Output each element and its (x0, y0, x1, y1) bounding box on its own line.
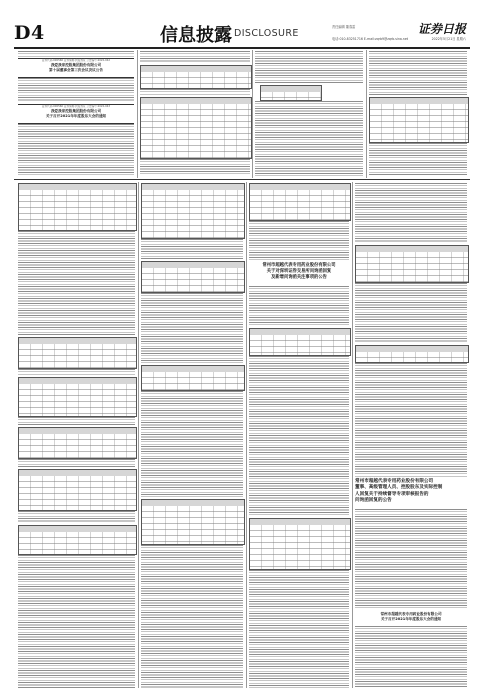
text-block (140, 89, 250, 95)
text-block (369, 51, 467, 95)
masthead-rule (14, 47, 470, 49)
text-block (355, 183, 467, 243)
right-title-line: 常州市超越代表专用药业股份有限公司 (355, 479, 434, 484)
text-block (18, 459, 135, 467)
data-table (355, 345, 469, 363)
right-announcement-title (355, 479, 467, 507)
data-table (18, 525, 137, 555)
center-announcement-title (249, 263, 349, 283)
text-block (255, 51, 363, 83)
issue-date: 2022年5月21日 星期六 (431, 37, 466, 41)
column-divider (246, 182, 247, 688)
text-block (141, 545, 243, 688)
text-block (18, 124, 134, 176)
section-title: 信息披露 (160, 25, 232, 46)
right-subtitle-line: 常州市超越代表专用药业股份有限公司 (380, 612, 442, 616)
text-block (355, 363, 467, 477)
newspaper-logo: 证券日报 (417, 22, 466, 36)
data-table (355, 245, 469, 283)
column-divider (352, 182, 353, 688)
text-block (140, 51, 250, 63)
column-divider (252, 50, 253, 178)
announcement-codes: 证券代码:000560 证券简称:我爱我家 公告编号:2022-042 (41, 59, 111, 62)
data-table (18, 377, 137, 417)
right-announcement-subtitle (355, 612, 467, 624)
right-title-line: 问询函回复的公告 (355, 497, 392, 503)
text-block (18, 51, 134, 57)
data-table (140, 97, 252, 159)
masthead (14, 22, 470, 46)
text-block (141, 239, 243, 259)
data-table (141, 261, 245, 293)
data-table (18, 469, 137, 511)
text-block (141, 391, 243, 497)
center-title-line: 及新增问询函关注事项的公告 (271, 275, 327, 280)
text-block (18, 417, 135, 425)
page-number: D4 (14, 22, 45, 44)
column-divider (138, 182, 139, 688)
text-block (355, 283, 467, 343)
data-table (369, 97, 469, 143)
column-divider (366, 50, 367, 178)
text-block (18, 511, 135, 523)
text-block (249, 570, 349, 688)
announcement-heading (18, 104, 134, 124)
editor-credit: 责任编辑 董春雷 (332, 25, 356, 29)
data-table (18, 183, 137, 231)
text-block (18, 369, 135, 375)
center-title-line: 常州市超越代表专用药业股份有限公司 (262, 263, 336, 268)
data-table (141, 499, 245, 545)
text-block (18, 231, 135, 335)
announcement-company: 我爱我家控股集团股份有限公司 (50, 109, 102, 113)
data-table (249, 183, 351, 221)
column-divider (137, 50, 138, 178)
text-block (18, 555, 135, 688)
text-block (140, 159, 250, 176)
announcement-heading (18, 58, 134, 78)
announcement-company: 我爱我家控股集团股份有限公司 (50, 63, 102, 67)
text-block (255, 101, 363, 176)
data-table (141, 365, 245, 391)
text-block (369, 143, 467, 176)
data-table (249, 328, 351, 356)
data-table (141, 183, 245, 239)
announcement-title: 关于召开2021年年度股东大会的通知 (45, 114, 107, 118)
data-table (249, 518, 351, 570)
section-divider (14, 179, 470, 180)
text-block (249, 356, 349, 516)
text-block (249, 286, 349, 326)
right-subtitle-line: 关于召开2021年年度股东大会的通知 (380, 617, 442, 621)
text-block (141, 293, 243, 363)
center-title-line: 关于对深圳证券交易所问询函回复 (266, 269, 332, 274)
data-table (18, 337, 137, 369)
contact-info: 电话:010-83251716 E-mail:zqrb9@zqrb.sina.net (332, 37, 409, 41)
right-title-line: 董事、高级管理人员、控股股东及实际控制 (355, 485, 443, 491)
announcement-codes: 证券代码:000560 证券简称:我爱我家 公告编号:2022-043 (41, 105, 111, 108)
text-block (355, 509, 467, 609)
data-table (18, 427, 137, 459)
announcement-title: 第十届董事会第三次会议决议公告 (49, 68, 103, 72)
text-block (249, 221, 349, 261)
data-table (140, 65, 252, 89)
text-block (18, 78, 134, 102)
right-title-line: 人回复关于持续督导专项审核报告的 (355, 491, 429, 497)
data-table (260, 85, 322, 101)
text-block (355, 626, 467, 688)
section-title-en: DISCLOSURE (234, 28, 299, 39)
